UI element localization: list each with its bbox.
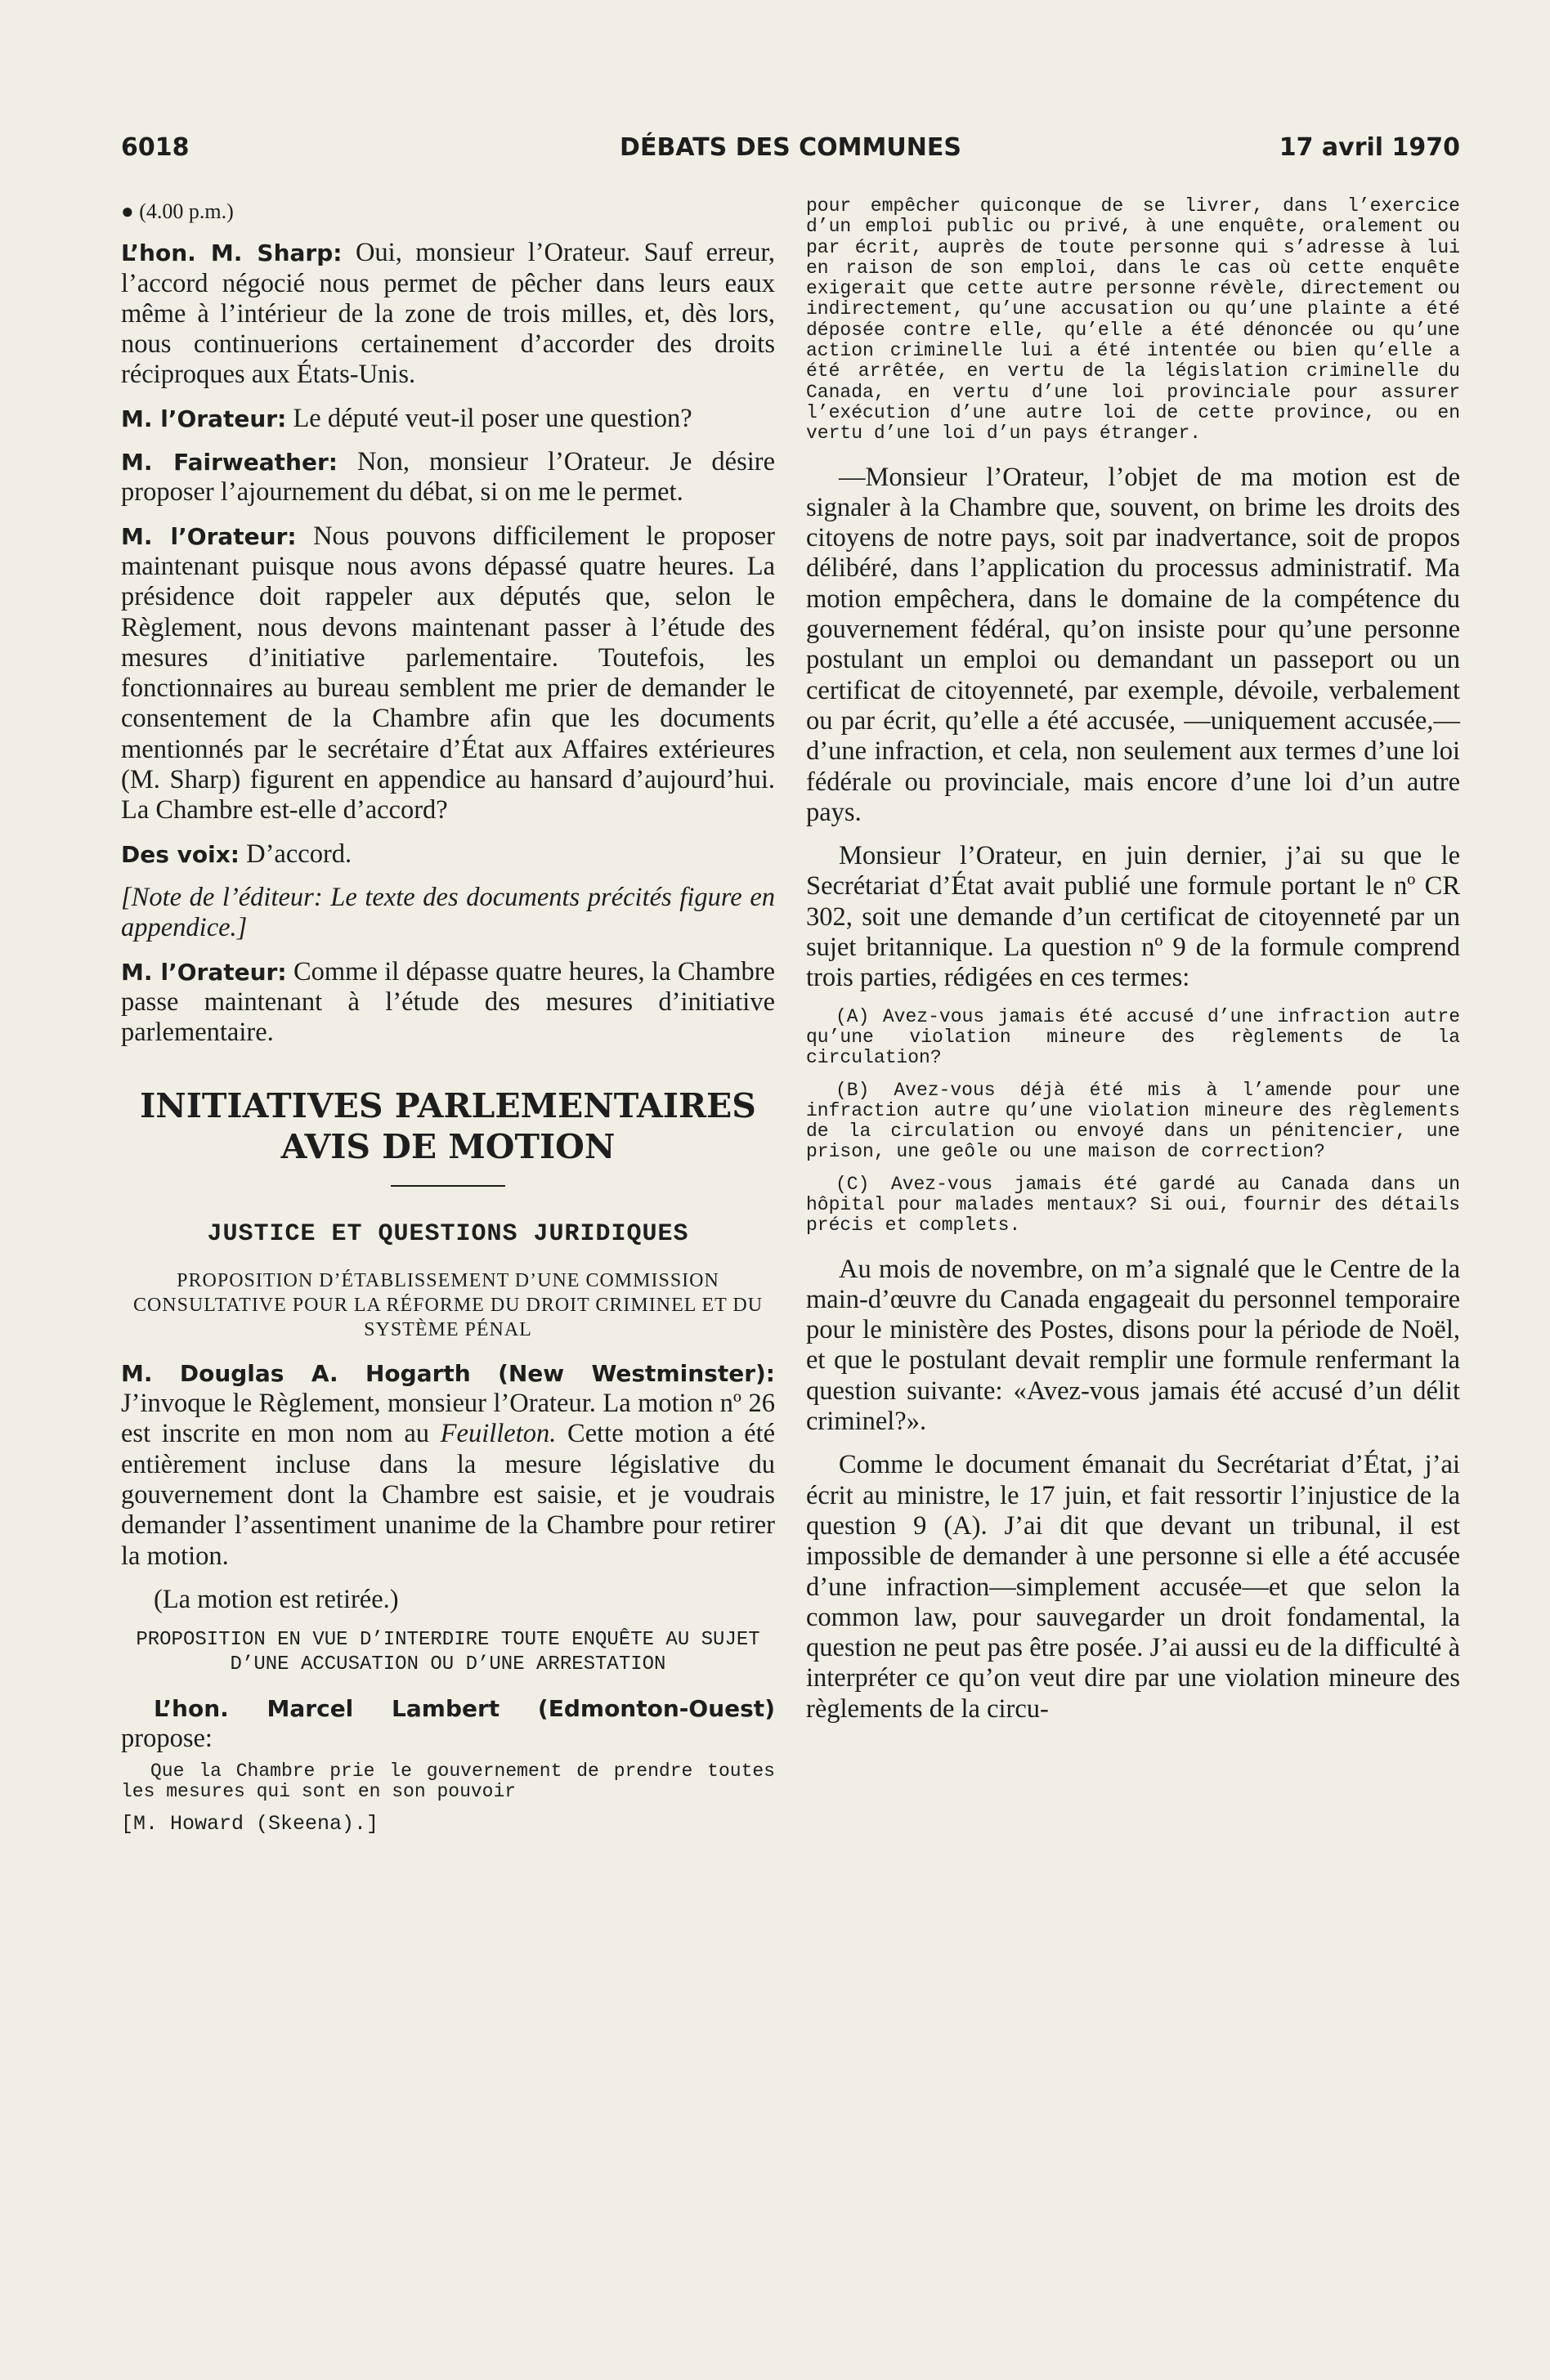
speech-text: Oui, monsieur l’Orateur. Sauf erreur, l’accord négocié nous permet de pêcher dans leurs eaux même à l’intérieur de la zone de trois milles, et, dès lors, nous continuerions certainement d’accorder des droits réciproques aux États-Unis. xyxy=(121,238,775,390)
paragraph: Au mois de novembre, on m’a signalé que le Centre de la main-d’œuvre du Canada engageait du personnel temporaire pour le ministère des Postes, disons pour la période de Noël, et que le postulant devait remplir une formule renfermant la question suivante: «Avez-vous jamais été accusé d’un délit criminel?». xyxy=(806,1254,1460,1437)
proposition-title: PROPOSITION D’ÉTABLISSEMENT D’UNE COMMISSION CONSULTATIVE POUR LA RÉFORME DU DROIT CRIMINEL ET DU SYSTÈME PÉNAL xyxy=(132,1269,764,1340)
paragraph: Monsieur l’Orateur, en juin dernier, j’ai su que le Secrétariat d’État avait publié une formule portant le nº CR 302, soit une demande d’un certificat de citoyenneté par un sujet britannique. La question nº 9 de la formule comprend trois parties, rédigées en ces termes: xyxy=(806,841,1460,993)
speaker-name: M. l’Orateur: xyxy=(121,522,297,550)
form-question-b: (B) Avez-vous déjà été mis à l’amende pour une infraction autre qu’une violation mineure des règlements de la circulation ou envoyé dans un pénitencier, une prison, une geôle ou une maison de correction? xyxy=(806,1079,1460,1163)
paragraph xyxy=(121,447,775,508)
paragraph xyxy=(121,957,775,1049)
speech-text: Non, monsieur l’Orateur. Je désire proposer l’ajournement du débat, si on me le permet. xyxy=(121,447,775,508)
speech-text: Nous pouvons difficilement le proposer maintenant puisque nous avons dépassé quatre heures. La présidence doit rappeler aux députés que, selon le Règlement, nous devons maintenant passer à l’étude des mesures d’initiative parlementaire. Toutefois, les fonctionnaires au bureau semblent me prier de demander le consentement de la Chambre afin que les documents mentionnés par le secrétaire d’État aux Affaires extérieures (M. Sharp) figurent en appendice au hansard d’aujourd’hui. La Chambre est-elle d’accord? xyxy=(121,521,776,825)
speaker-name: M. Fairweather: xyxy=(121,449,338,476)
publication-date: 17 avril 1970 xyxy=(1279,133,1460,162)
right-column xyxy=(806,196,1460,1738)
paragraph xyxy=(121,1358,775,1572)
speaker-name: L’hon. M. Sharp: xyxy=(121,239,343,267)
subheading: JUSTICE ET QUESTIONS JURIDIQUES xyxy=(207,1220,689,1249)
publication-title: DÉBATS DES COMMUNES xyxy=(620,133,961,162)
speaker-name: L’hon. Marcel Lambert (Edmonton-Ouest) xyxy=(154,1695,775,1723)
section-heading-line1: INITIATIVES PARLEMENTAIRES xyxy=(140,1086,756,1126)
speech-text: Le député veut-il poser une question? xyxy=(293,403,692,433)
publication-name: Feuilleton. xyxy=(440,1419,557,1449)
paragraph: Comme le document émanait du Secrétariat d’État, j’ai écrit au ministre, le 17 juin, et fait ressortir l’injustice de la question 9 (A). J’ai dit que devant un tribunal, il est impossible de demander à une personne si elle a été accusée d’une infraction—simplement accusée—et que selon la common law, pour sauvegarder un droit fondamental, la question ne peut pas être posée. J’ai aussi eu de la difficulté à interpréter ce qu’on veut dire par une violation mineure des règlements de la circu- xyxy=(806,1450,1460,1724)
motion-withdrawn: (La motion est retirée.) xyxy=(154,1584,399,1614)
paragraph xyxy=(121,238,775,390)
speaker-name: M. l’Orateur: xyxy=(121,958,287,986)
motion-text: Que la Chambre prie le gouvernement de prendre toutes les mesures qui sont en son pouvoir xyxy=(121,1760,775,1802)
motion-text: pour empêcher quiconque de se livrer, dans l’exercice d’un emploi public ou privé, à une enquête, oralement ou par écrit, auprès de toute personne qui s’adresse à lui en raison de son emploi, dans le cas où cette enquête exigerait que cette autre personne révèle, directement ou indirectement, qu’une accusation ou qu’une plainte a été déposée contre elle, qu’elle a été dénoncée ou qu’une action criminelle lui a été intentée ou bien qu’elle a été arrêtée, en vertu de la législation criminelle du Canada, en vertu d’une loi provinciale pour assurer l’exécution d’une autre loi de cette province, ou en vertu d’une loi d’un pays étranger. xyxy=(806,195,1460,445)
speech-text: D’accord. xyxy=(246,839,352,869)
paragraph xyxy=(121,1693,775,1755)
page-number: 6018 xyxy=(121,133,190,162)
page-header xyxy=(121,133,1460,169)
speaker-name: Des voix: xyxy=(121,840,240,868)
speech-text: propose: xyxy=(121,1724,213,1754)
speech-text: Cette motion a été entièrement incluse dans la mesure législative du gouvernement dont la Chambre est saisie, et je voudrais demander l’assentiment unanime de la Chambre pour retirer la motion. xyxy=(121,1419,776,1571)
paragraph: —Monsieur l’Orateur, l’objet de ma motion est de signaler à la Chambre que, souvent, on brime les droits des citoyens de notre pays, soit par inadvertance, soit de propos délibéré, dans l’application du processus administratif. Ma motion empêchera, dans le domaine de la compétence du gouvernement fédéral, qu’on insiste pour qu’une personne postulant un emploi ou demandant un passeport ou un certificat de citoyenneté, par exemple, dévoile, verbalement ou par écrit, qu’elle a été accusée, —uniquement accusée,—d’une infraction, et cela, non seulement aux termes d’une loi fédérale ou provinciale, mais encore d’une loi d’un autre pays. xyxy=(806,462,1460,827)
form-question-a: (A) Avez-vous jamais été accusé d’une infraction autre qu’une violation mineure des règlements de la circulation? xyxy=(806,1005,1460,1069)
section-heading-line2: AVIS DE MOTION xyxy=(280,1127,616,1167)
paragraph xyxy=(121,839,775,870)
left-column xyxy=(121,196,775,1846)
speech-text: J’invoque le Règlement, monsieur l’Orateur. La motion nº 26 est inscrite en mon nom au xyxy=(121,1389,775,1449)
paragraph xyxy=(121,404,775,434)
section-heading xyxy=(121,1085,775,1167)
speaker-name: M. l’Orateur: xyxy=(121,405,287,432)
paragraph xyxy=(121,521,775,826)
proposition-title: PROPOSITION EN VUE D’INTERDIRE TOUTE ENQUÊTE AU SUJET D’UNE ACCUSATION OU D’UNE ARRESTATION xyxy=(136,1629,760,1676)
editor-note: [Note de l’éditeur: Le texte des documents précités figure en appendice.] xyxy=(121,882,775,943)
speech-text: Comme il dépasse quatre heures, la Chambre passe maintenant à l’étude des mesures d’initiative parlementaire. xyxy=(121,956,775,1048)
seconder-note: [M. Howard (Skeena).] xyxy=(121,1812,379,1836)
form-question-c: (C) Avez-vous jamais été gardé au Canada dans un hôpital pour malades mentaux? Si oui, fournir des détails précis et complets. xyxy=(806,1173,1460,1237)
heading-rule xyxy=(391,1185,505,1187)
speaker-name: M. Douglas A. Hogarth (New Westminster): xyxy=(121,1359,775,1387)
time-stamp: ● (4.00 p.m.) xyxy=(121,199,234,223)
